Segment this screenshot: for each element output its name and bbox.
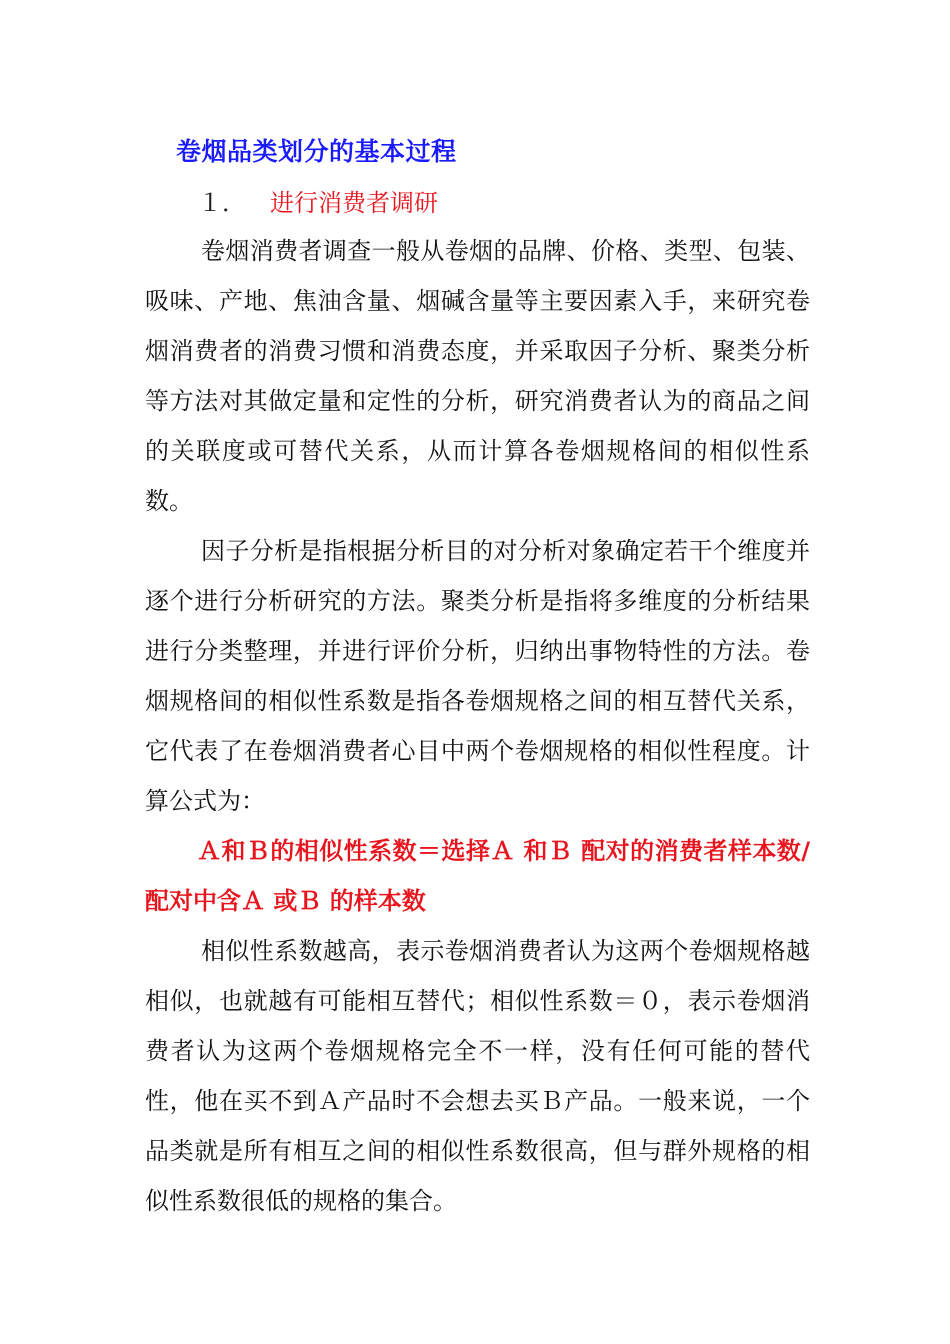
section-heading [198, 183, 438, 218]
section-number: １． [198, 189, 246, 217]
paragraph-survey: 卷烟消费者调查一般从卷烟的品牌、价格、类型、包装、吸味、产地、焦油含量、烟碱含量等主要因素入手，来研究卷烟消费者的消费习惯和消费态度，并采取因子分析、聚类分析等方法对其做定量和定性的分析，研究消费者认为的商品之间的关联度或可替代关系，从而计算各卷烟规格间的相似性系数。 [145, 237, 810, 515]
document-title: 卷烟品类划分的基本过程 [176, 137, 457, 166]
paragraph-analysis-methods: 因子分析是指根据分析目的对分析对象确定若干个维度并逐个进行分析研究的方法。聚类分析是指将多维度的分析结果进行分类整理，并进行评价分析，归纳出事物特性的方法。卷烟规格间的相似性系数是指各卷烟规格之间的相互替代关系，它代表了在卷烟消费者心目中两个卷烟规格的相似性程度。计算公式为： [145, 537, 810, 815]
paragraph-similarity-meaning: 相似性系数越高，表示卷烟消费者认为这两个卷烟规格越相似，也就越有可能相互替代；相似性系数＝０，表示卷烟消费者认为这两个卷烟规格完全不一样，没有任何可能的替代性，他在买不到Ａ产品时不会想去买Ｂ产品。一般来说，一个品类就是所有相互之间的相似性系数很高，但与群外规格的相似性系数很低的规格的集合。 [145, 937, 810, 1215]
section-heading-text: 进行消费者调研 [270, 189, 438, 217]
similarity-formula: Ａ和Ｂ的相似性系数＝选择Ａ 和Ｂ 配对的消费者样本数/配对中含Ａ 或Ｂ 的样本数 [145, 837, 810, 915]
